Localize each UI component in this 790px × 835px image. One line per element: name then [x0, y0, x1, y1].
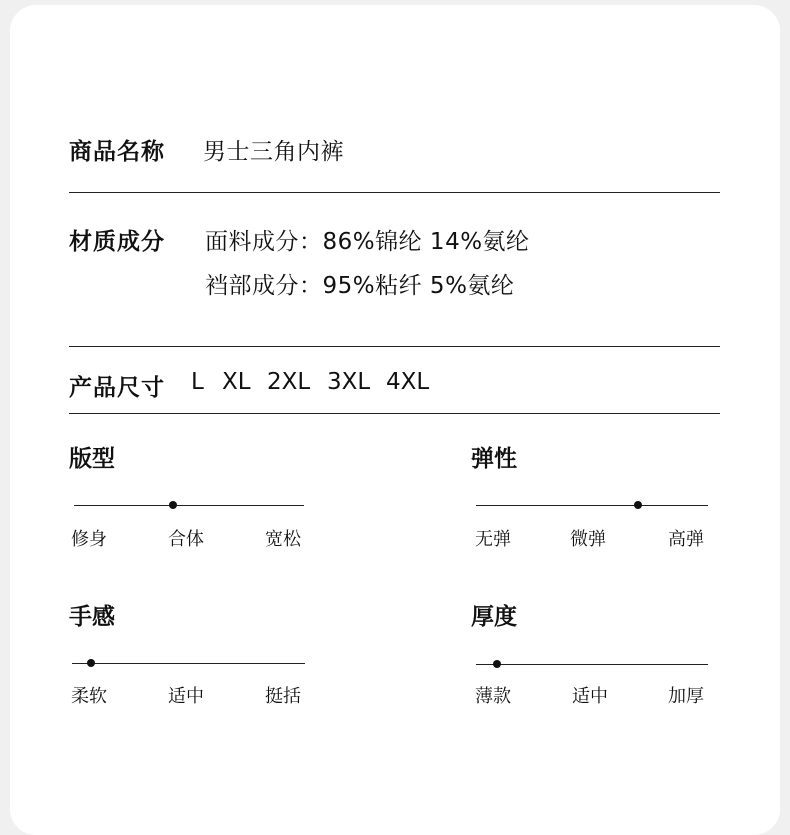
scale-tick-label: 无弹: [475, 529, 511, 550]
size-option: 3XL: [327, 369, 371, 395]
scale-tick-label: 挺括: [265, 686, 301, 707]
scale-line: [476, 505, 708, 506]
divider: [69, 346, 720, 347]
attribute-title: 版型: [69, 446, 115, 472]
size-option: L: [191, 369, 204, 395]
scale-indicator-dot: [634, 501, 642, 509]
scale-tick-label: 薄款: [475, 686, 511, 707]
material-label: 材质成分: [69, 229, 165, 255]
scale-line: [74, 505, 304, 506]
scale-indicator-dot: [169, 501, 177, 509]
product-name-value: 男士三角内裤: [203, 139, 344, 165]
scale-line: [72, 663, 305, 664]
size-option: XL: [222, 369, 251, 395]
product-spec-card: [10, 5, 780, 835]
product-name-label: 商品名称: [69, 139, 165, 165]
attribute-title: 手感: [69, 604, 115, 630]
divider: [69, 413, 720, 414]
divider: [69, 192, 720, 193]
scale-tick-label: 适中: [572, 686, 608, 707]
material-line-fabric: 面料成分：86%锦纶 14%氨纶: [205, 229, 530, 255]
size-option: 4XL: [386, 369, 430, 395]
scale-tick-label: 柔软: [71, 686, 107, 707]
material-line-crotch: 裆部成分：95%粘纤 5%氨纶: [205, 273, 515, 299]
scale-tick-label: 宽松: [265, 529, 301, 550]
scale-tick-label: 适中: [168, 686, 204, 707]
attribute-title: 厚度: [471, 604, 517, 630]
scale-tick-label: 修身: [71, 529, 107, 550]
scale-indicator-dot: [493, 660, 501, 668]
scale-indicator-dot: [87, 659, 95, 667]
scale-tick-label: 高弹: [668, 529, 704, 550]
attribute-title: 弹性: [471, 446, 517, 472]
scale-tick-label: 微弹: [570, 529, 606, 550]
size-option: 2XL: [267, 369, 311, 395]
scale-tick-label: 合体: [168, 529, 204, 550]
size-label: 产品尺寸: [69, 375, 165, 401]
scale-tick-label: 加厚: [668, 686, 704, 707]
scale-line: [476, 664, 708, 665]
